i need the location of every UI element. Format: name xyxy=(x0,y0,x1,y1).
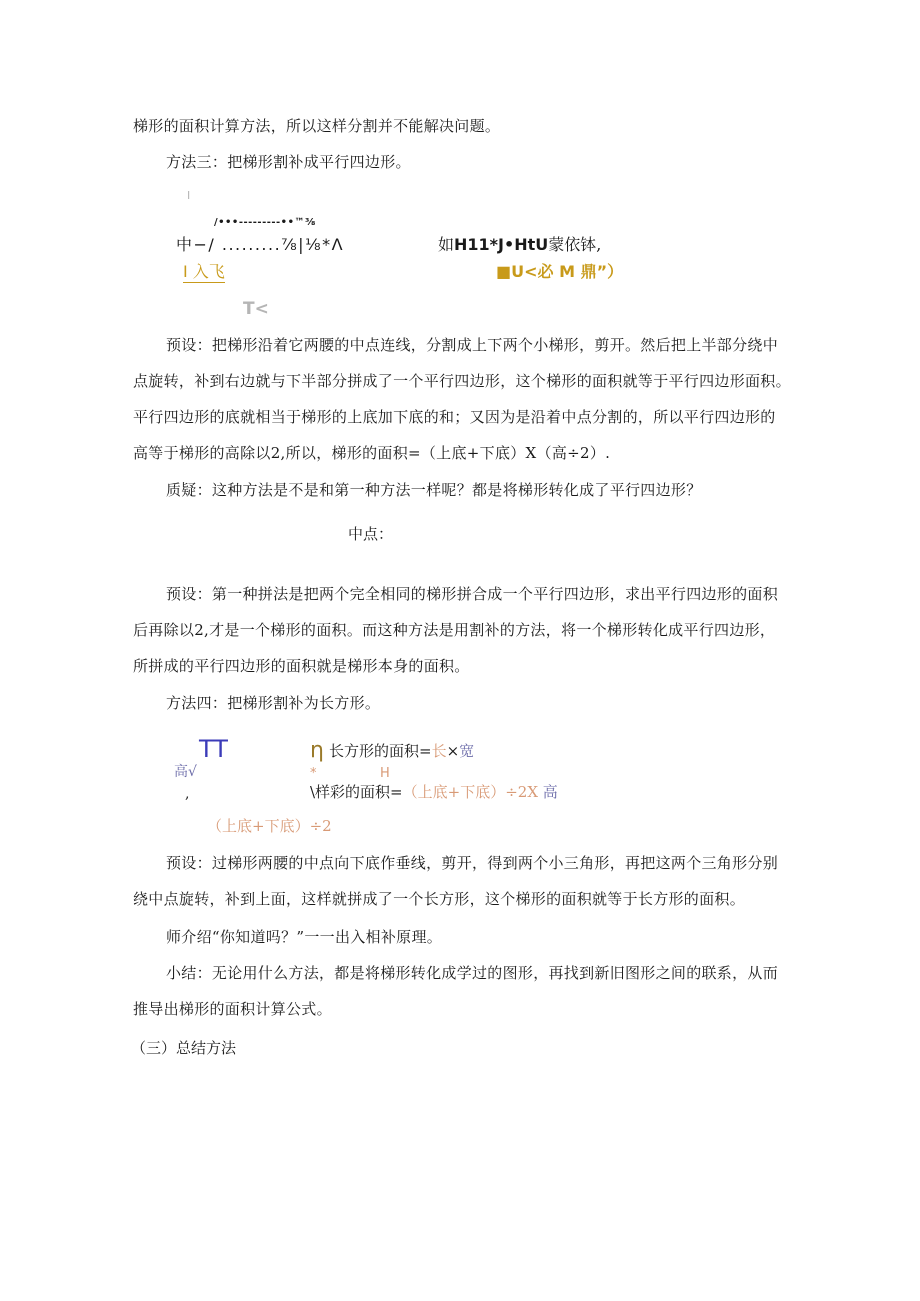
question-paragraph xyxy=(133,472,803,508)
figure-right-bold: H11*J•HtU xyxy=(454,235,549,254)
figure-right-suffix: 蒙依钵, xyxy=(548,235,602,254)
figure-gold-left: I 入飞 xyxy=(183,262,225,281)
text-line: 方法三：把梯形割补成平行四边形。 xyxy=(166,153,411,171)
text-line: 预设：过梯形两腰的中点向下底作垂线，剪开，得到两个小三角形，再把这两个三角形分别 xyxy=(166,854,779,872)
text-line: 方法四：把梯形割补为长方形。 xyxy=(166,694,381,712)
text-line: 预设：把梯形沿着它两腰的中点连线，分割成上下两个小梯形，剪开。然后把上半部分绕中 xyxy=(166,336,779,354)
preset-two xyxy=(133,576,803,684)
figure-star: * xyxy=(310,766,317,781)
figure-tt: TT xyxy=(199,735,228,763)
text-line: 小结：无论用什么方法，都是将梯形转化成学过的图形，再找到新旧图形之间的联系，从而 xyxy=(166,964,779,982)
figure-eta: η xyxy=(310,738,324,763)
text-line: 质疑：这种方法是不是和第一种方法一样呢？都是将梯形转化成了平行四边形？ xyxy=(166,481,702,499)
figure-gold-right: ■U<必 M 鼎”） xyxy=(496,262,624,281)
preset-three xyxy=(133,845,803,917)
trap-area-formula xyxy=(310,782,558,802)
text-line: 点旋转，补到右边就与下半部分拼成了一个平行四边形，这个梯形的面积就等于平行四边形面积。 xyxy=(133,372,791,390)
trap-divide: ÷2X xyxy=(505,783,538,801)
figure-left-row-text: 中−/ .........⅞|⅛*Λ xyxy=(176,235,345,254)
figure-right-row xyxy=(438,235,601,255)
trap-bases: （上底+下底） xyxy=(402,783,506,801)
figure-right-prefix: 如 xyxy=(438,235,455,254)
midpoint-label: 中点： xyxy=(348,525,394,543)
figure-left-row xyxy=(176,235,344,255)
text-line: 所拼成的平行四边形的面积就是梯形本身的面积。 xyxy=(133,657,470,675)
trap-area-label: \样彩的面积= xyxy=(310,783,403,801)
text-line: 预设：第一种拼法是把两个完全相同的梯形拼合成一个平行四边形，求出平行四边形的面积 xyxy=(166,585,779,603)
summary-paragraph xyxy=(133,955,803,1027)
bottom-formula: （上底+下底）÷2 xyxy=(207,817,332,835)
figure-tick: I xyxy=(187,189,191,202)
text-line: 梯形的面积计算方法，所以这样分割并不能解决问题。 xyxy=(133,117,501,135)
rect-length: 长 xyxy=(431,742,447,760)
text-line: 推导出梯形的面积计算公式。 xyxy=(133,1000,332,1018)
paragraph-intro xyxy=(133,108,803,144)
figure-bottom-mark: T< xyxy=(243,299,269,319)
figure-h: H xyxy=(380,766,390,781)
text-line: 平行四边形的底就相当于梯形的上底加下底的和；又因为是沿着中点分割的，所以平行四边形的 xyxy=(133,408,776,426)
trap-height: 高 xyxy=(542,783,558,801)
rect-area-label: 长方形的面积= xyxy=(329,742,432,760)
times-sign: × xyxy=(446,742,460,760)
method-four-heading xyxy=(133,685,803,721)
rect-width: 宽 xyxy=(459,742,475,760)
rect-area-formula xyxy=(329,741,474,761)
teacher-intro xyxy=(133,919,803,955)
preset-one xyxy=(133,327,803,471)
figure-comma: , xyxy=(185,786,190,802)
method-three-heading xyxy=(133,144,803,180)
text-line: 高等于梯形的高除以2,所以，梯形的面积=（上底+下底）X（高÷2）. xyxy=(133,444,611,462)
text-line: 绕中点旋转，补到上面，这样就拼成了一个长方形，这个梯形的面积就等于长方形的面积。 xyxy=(133,890,746,908)
text-line: 后再除以2,才是一个梯形的面积。而这种方法是用割补的方法，将一个梯形转化成平行四边形， xyxy=(133,621,776,639)
figure-top-row: /•••---------••™⅜ xyxy=(214,217,316,228)
figure-gao-check: 高√ xyxy=(174,764,197,780)
section-heading: （三）总结方法 xyxy=(131,1039,237,1057)
text-line: 师介绍“你知道吗？”一一出入相补原理。 xyxy=(166,928,443,946)
